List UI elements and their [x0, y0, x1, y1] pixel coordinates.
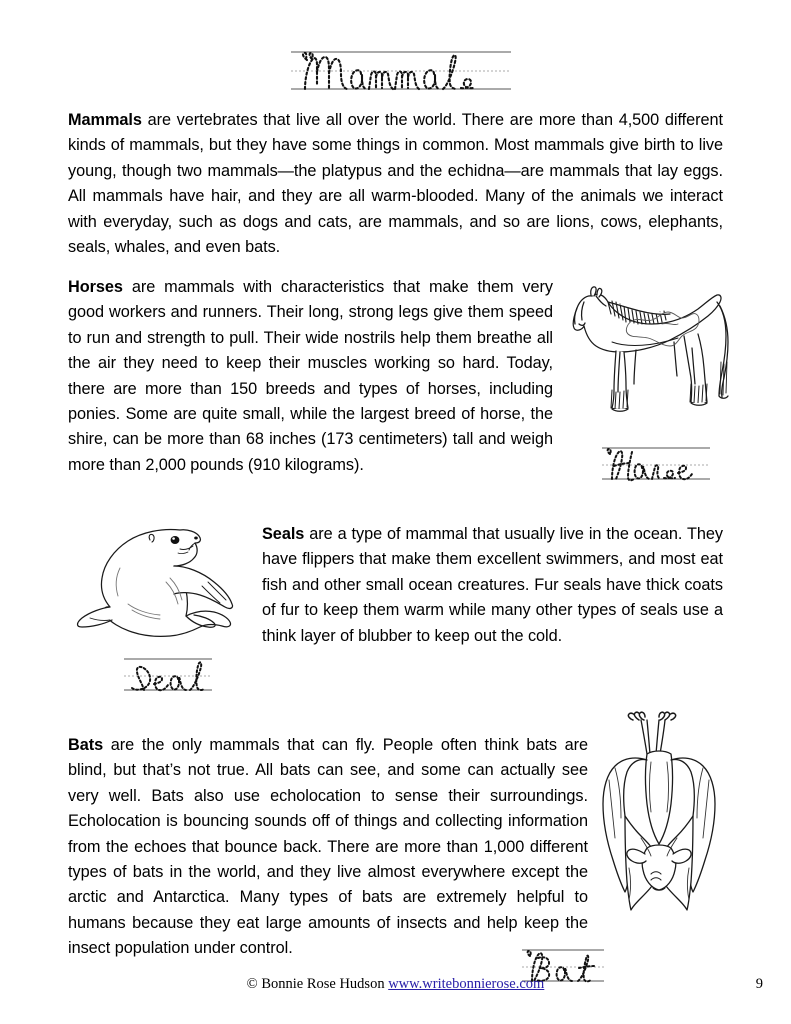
footer-credit: [0, 976, 791, 993]
figure-horse: [562, 262, 742, 484]
bat-icon: [585, 708, 737, 956]
seal-label-tracing: [124, 655, 212, 695]
figure-label-seal: [124, 655, 262, 695]
paragraph-body-mammals: are vertebrates that live all over the world. There are more than 4,500 different kinds of mammals, but they have some things in common. Most mammals give birth to live young, though two mammals—the platypus and the echidna—are mammals that lay eggs. All mammals have hair, and they are all warm-blooded. Many of the animals we interact with everyday, such as dogs and cats, are mammals, and so are lions, cows, elephants, seals, whales, and even bats.: [68, 111, 723, 257]
title-tracing-guides: [291, 48, 511, 94]
horse-label-tracing: [602, 444, 710, 484]
lead-word-seals: Seals: [262, 525, 305, 543]
copyright-text: © Bonnie Rose Hudson: [246, 976, 389, 992]
lead-word-mammals: Mammals: [68, 111, 142, 129]
lead-word-bats: Bats: [68, 736, 104, 754]
lead-word-horses: Horses: [68, 278, 123, 296]
figure-seal: [62, 508, 262, 695]
paragraph-horses: [68, 275, 553, 478]
figure-label-horse: [602, 444, 742, 484]
paragraph-body-horses: are mammals with characteristics that make them very good workers and runners. Their long, strong legs give them speed to run and strength to pull. Their wide nostrils help them breathe all the air they need to keep their muscles working so hard. Today, there are more than 150 breeds and types of horses, including ponies. Some are quite small, while the largest breed of horse, the shire, can be more than 68 inches (173 centimeters) tall and weigh more than 2,000 pounds (910 kilograms).: [68, 278, 553, 474]
paragraph-mammals-intro: [68, 108, 723, 260]
paragraph-body-bats: are the only mammals that can fly. People often think bats are blind, but that’s not true. All bats can see, and some can actually see very well. Bats also use echolocation to sense their surroundings. Echolocation is bouncing sounds off of things and collecting information from the echoes that bounce back. There are more than 1,000 different types of bats in the world, and they live almost everywhere except the arctic and Antarctica. Many types of bats are extremely helpful to humans because they eat large amounts of insects and help keep the insect population under control.: [68, 736, 588, 958]
figure-bat: [585, 708, 737, 986]
seal-icon: [62, 508, 262, 653]
page-title: [291, 48, 511, 94]
paragraph-seals: [262, 522, 723, 649]
paragraph-bats: [68, 733, 588, 962]
website-link[interactable]: www.writebonnierose.com: [388, 976, 545, 992]
page-number: 9: [755, 976, 763, 992]
horse-icon: [562, 262, 742, 442]
paragraph-body-seals: are a type of mammal that usually live in the ocean. They have flippers that make them excellent swimmers, and most eat fish and other small ocean creatures. Fur seals have thick coats of fur to keep them warm while many other types of seals use a think layer of blubber to keep out the cold.: [262, 525, 723, 645]
